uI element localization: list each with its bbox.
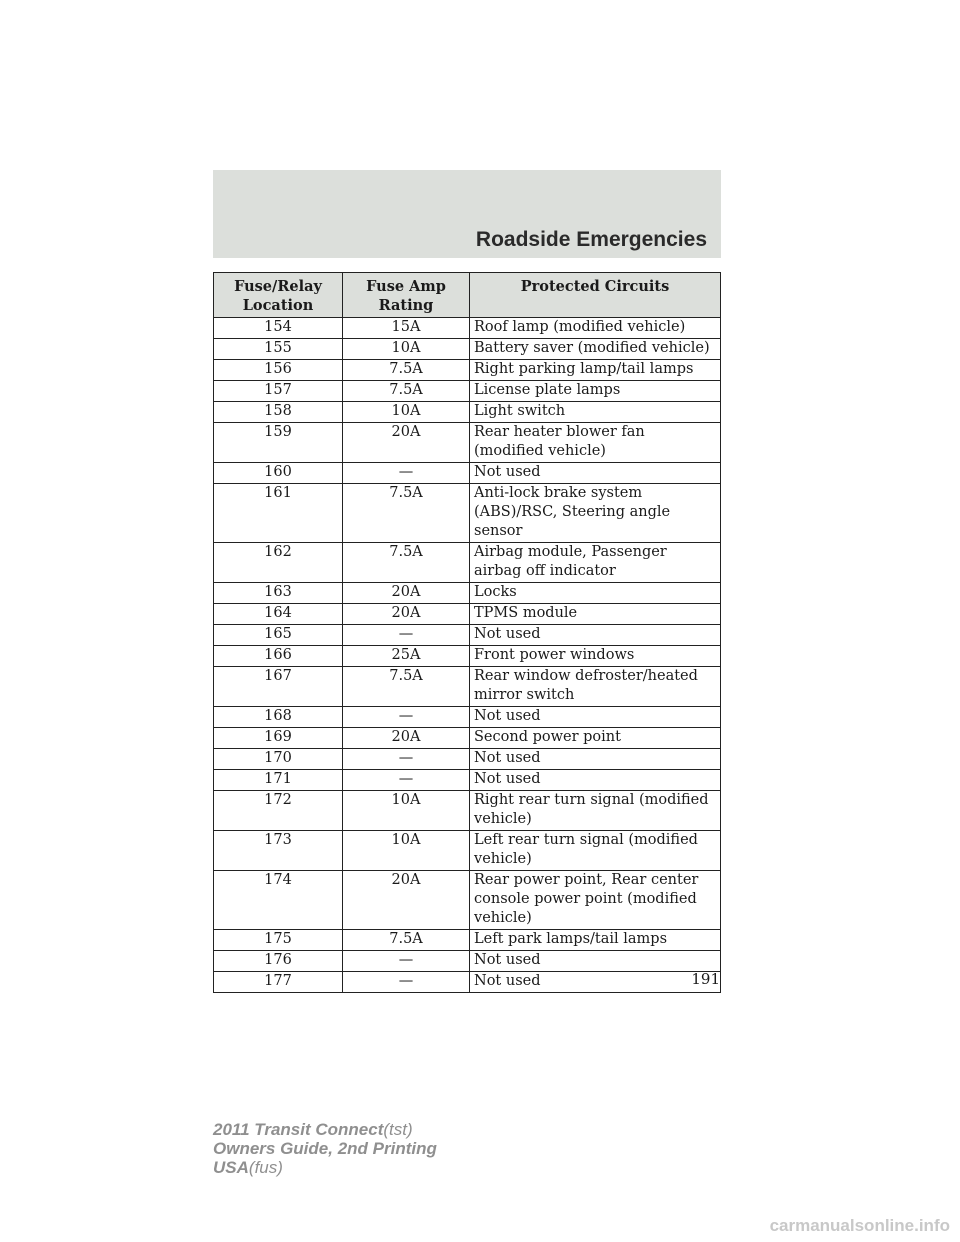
cell-protected-circuits: Airbag module, Passenger airbag off indicator: [470, 543, 721, 583]
cell-protected-circuits: Right rear turn signal (modified vehicle): [470, 791, 721, 831]
table-header-row: [214, 273, 721, 318]
table-row: [214, 543, 721, 583]
cell-protected-circuits: Battery saver (modified vehicle): [470, 339, 721, 360]
cell-location: 165: [214, 625, 343, 646]
cell-amp-rating: 20A: [343, 871, 470, 930]
cell-protected-circuits: Left rear turn signal (modified vehicle): [470, 831, 721, 871]
cell-location: 166: [214, 646, 343, 667]
cell-amp-rating: 20A: [343, 728, 470, 749]
cell-protected-circuits: Rear window defroster/heated mirror switch: [470, 667, 721, 707]
cell-protected-circuits: Not used: [470, 463, 721, 484]
cell-protected-circuits: Rear heater blower fan (modified vehicle): [470, 423, 721, 463]
table-row: [214, 381, 721, 402]
cell-amp-rating: 10A: [343, 831, 470, 871]
watermark-text: carmanualsonline.info: [769, 1216, 950, 1235]
table-row: [214, 360, 721, 381]
cell-amp-rating: —: [343, 625, 470, 646]
table-row: [214, 728, 721, 749]
cell-location: 169: [214, 728, 343, 749]
footer-line-model: [213, 1120, 437, 1139]
cell-location: 159: [214, 423, 343, 463]
cell-protected-circuits: TPMS module: [470, 604, 721, 625]
cell-location: 174: [214, 871, 343, 930]
cell-protected-circuits: License plate lamps: [470, 381, 721, 402]
cell-amp-rating: 20A: [343, 583, 470, 604]
cell-location: 162: [214, 543, 343, 583]
footer-line-market: [213, 1158, 437, 1177]
cell-protected-circuits: Front power windows: [470, 646, 721, 667]
footer-guide-edition: Owners Guide, 2nd Printing: [213, 1139, 437, 1158]
cell-amp-rating: —: [343, 707, 470, 728]
cell-amp-rating: 20A: [343, 604, 470, 625]
cell-amp-rating: 7.5A: [343, 543, 470, 583]
table-row: [214, 646, 721, 667]
cell-location: 157: [214, 381, 343, 402]
cell-protected-circuits: Right parking lamp/tail lamps: [470, 360, 721, 381]
cell-location: 173: [214, 831, 343, 871]
cell-location: 158: [214, 402, 343, 423]
cell-location: 177: [214, 972, 343, 993]
document-footer: [213, 1120, 437, 1177]
cell-location: 172: [214, 791, 343, 831]
cell-amp-rating: 10A: [343, 402, 470, 423]
cell-protected-circuits: Not used: [470, 625, 721, 646]
cell-protected-circuits: Second power point: [470, 728, 721, 749]
footer-model: 2011 Transit Connect: [213, 1120, 384, 1139]
cell-amp-rating: —: [343, 972, 470, 993]
cell-amp-rating: 20A: [343, 423, 470, 463]
cell-protected-circuits: Light switch: [470, 402, 721, 423]
column-header-location: Fuse/Relay Location: [214, 273, 343, 318]
cell-amp-rating: 10A: [343, 339, 470, 360]
table-row: [214, 463, 721, 484]
footer-market-code: (fus): [248, 1158, 283, 1177]
table-row: [214, 871, 721, 930]
cell-protected-circuits: Not used: [470, 972, 721, 993]
cell-location: 176: [214, 951, 343, 972]
table-row: [214, 770, 721, 791]
table-row: [214, 625, 721, 646]
table-row: [214, 423, 721, 463]
cell-amp-rating: —: [343, 463, 470, 484]
table-row: [214, 831, 721, 871]
cell-amp-rating: —: [343, 749, 470, 770]
table-row: [214, 402, 721, 423]
table-row: [214, 318, 721, 339]
cell-protected-circuits: Anti-lock brake system (ABS)/RSC, Steering angle sensor: [470, 484, 721, 543]
cell-location: 155: [214, 339, 343, 360]
cell-amp-rating: 15A: [343, 318, 470, 339]
cell-amp-rating: 7.5A: [343, 667, 470, 707]
cell-location: 168: [214, 707, 343, 728]
table-row: [214, 667, 721, 707]
table-row: [214, 972, 721, 993]
cell-location: 164: [214, 604, 343, 625]
cell-protected-circuits: Not used: [470, 770, 721, 791]
cell-protected-circuits: Locks: [470, 583, 721, 604]
cell-location: 163: [214, 583, 343, 604]
cell-protected-circuits: Not used: [470, 951, 721, 972]
cell-location: 175: [214, 930, 343, 951]
cell-protected-circuits: Not used: [470, 749, 721, 770]
cell-location: 156: [214, 360, 343, 381]
table-row: [214, 791, 721, 831]
cell-amp-rating: —: [343, 770, 470, 791]
cell-location: 154: [214, 318, 343, 339]
table-row: [214, 707, 721, 728]
table-row: [214, 339, 721, 360]
table-row: [214, 749, 721, 770]
fuse-table: [213, 272, 721, 993]
table-row: [214, 930, 721, 951]
section-header-band: [213, 170, 721, 258]
cell-location: 170: [214, 749, 343, 770]
column-header-protected-circuits: Protected Circuits: [470, 273, 721, 318]
cell-protected-circuits: Left park lamps/tail lamps: [470, 930, 721, 951]
cell-amp-rating: 7.5A: [343, 381, 470, 402]
cell-amp-rating: 7.5A: [343, 930, 470, 951]
footer-model-code: (tst): [383, 1120, 413, 1139]
cell-amp-rating: 25A: [343, 646, 470, 667]
cell-location: 161: [214, 484, 343, 543]
table-row: [214, 951, 721, 972]
cell-location: 171: [214, 770, 343, 791]
table-row: [214, 484, 721, 543]
cell-protected-circuits: Not used: [470, 707, 721, 728]
cell-amp-rating: —: [343, 951, 470, 972]
page-number: 191: [691, 970, 720, 988]
cell-location: 160: [214, 463, 343, 484]
footer-market: USA: [213, 1158, 249, 1177]
table-row: [214, 604, 721, 625]
fuse-table-body: [214, 318, 721, 993]
cell-protected-circuits: Roof lamp (modified vehicle): [470, 318, 721, 339]
table-row: [214, 583, 721, 604]
cell-amp-rating: 7.5A: [343, 360, 470, 381]
cell-amp-rating: 10A: [343, 791, 470, 831]
column-header-amp-rating: Fuse Amp Rating: [343, 273, 470, 318]
cell-location: 167: [214, 667, 343, 707]
section-title: Roadside Emergencies: [475, 228, 707, 251]
cell-amp-rating: 7.5A: [343, 484, 470, 543]
cell-protected-circuits: Rear power point, Rear center console power point (modified vehicle): [470, 871, 721, 930]
